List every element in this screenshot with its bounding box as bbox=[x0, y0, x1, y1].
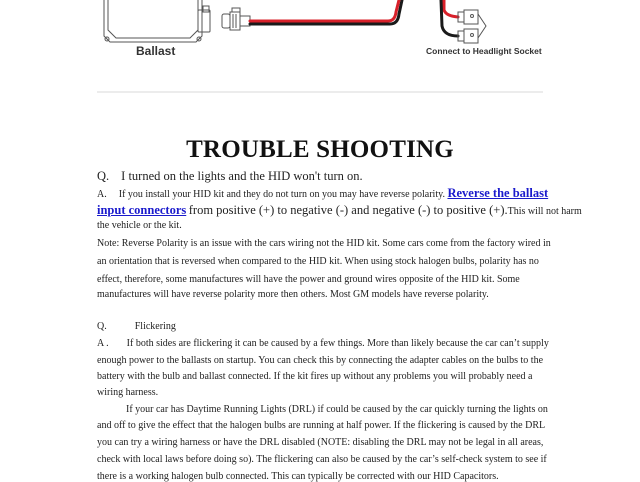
reverse-connectors-link[interactable]: Reverse the ballast bbox=[447, 186, 549, 200]
answer-text: If you install your HID kit and they do not turn on you may have reverse polarity. bbox=[118, 189, 445, 200]
answer-2-line: wiring harness. bbox=[97, 387, 159, 398]
connector-icon bbox=[222, 8, 250, 30]
ballast-icon bbox=[104, 0, 210, 42]
note-line: effect, therefore, some manufactures will have the power and ground wires opposite of the HID kit. Some bbox=[97, 274, 520, 285]
answer-marker: A. bbox=[97, 189, 107, 200]
drl-line: there is a working halogen bulb connected. This can typically be corrected with our HID Capacitors. bbox=[97, 471, 499, 482]
answer-2-line: battery with the bulb and ballast connected. If the kit fires up without any problems you will probably need a bbox=[97, 371, 533, 382]
answer-1-line-2 bbox=[97, 203, 582, 218]
answer-marker: A . bbox=[97, 338, 109, 349]
question-marker: Q. bbox=[97, 169, 110, 183]
drl-line: and off to give the effect that the halogen bulbs are running at half power. If the flickering is caused by the DRL bbox=[97, 420, 546, 431]
note-line: Note: Reverse Polarity is an issue with the cars wiring not the HID kit. Some cars come from the factory wired in bbox=[97, 238, 551, 249]
answer-2-line: enough power to the ballasts on startup. You can check this by connecting the adapter cables on the bulbs to the bbox=[97, 355, 544, 366]
drl-line: check with local laws before doing so). The flickering can also be caused by the car’s self-check system to see if bbox=[97, 454, 547, 465]
question-2 bbox=[97, 321, 176, 332]
note-line: an orientation that is reversed when compared to the HID kit. When using stock halogen bulbs, polarity has no bbox=[97, 256, 539, 267]
answer-text: This will not harm bbox=[507, 206, 582, 217]
note-line: manufactures will have reverse polarity more then others. Most GM models have reverse polarity. bbox=[97, 289, 489, 300]
answer-2-line bbox=[97, 338, 549, 349]
question-text: Flickering bbox=[134, 321, 176, 332]
question-1 bbox=[97, 169, 363, 184]
question-marker: Q. bbox=[97, 321, 107, 332]
reverse-connectors-link-cont[interactable]: input connectors bbox=[97, 203, 187, 217]
drl-line: you can try a wiring harness or have the DRL disabled (NOTE: disabling the DRL may not be legal in all areas, bbox=[97, 437, 544, 448]
answer-1-line-3: the vehicle or the kit. bbox=[97, 220, 182, 231]
wire-pair-icon bbox=[250, 0, 458, 36]
answer-1-line-1 bbox=[97, 186, 548, 201]
headlight-plug-icon bbox=[458, 10, 486, 43]
wiring-diagram-graphic bbox=[0, 0, 640, 70]
page-title: TROUBLE SHOOTING bbox=[186, 136, 454, 163]
socket-label: Connect to Headlight Socket bbox=[426, 46, 542, 56]
wiring-diagram bbox=[0, 0, 640, 70]
drl-line: If your car has Daytime Running Lights (DRL) if could be caused by the car quickly turning the lights on bbox=[126, 404, 548, 415]
answer-text-large: from positive (+) to negative (-) and negative (-) to positive (+). bbox=[188, 203, 508, 217]
answer-text: If both sides are flickering it can be caused by a few things. More than likely because the car can’t supply bbox=[126, 338, 549, 349]
question-text: I turned on the lights and the HID won't turn on. bbox=[121, 169, 363, 183]
divider bbox=[97, 91, 543, 93]
ballast-label: Ballast bbox=[136, 44, 176, 58]
